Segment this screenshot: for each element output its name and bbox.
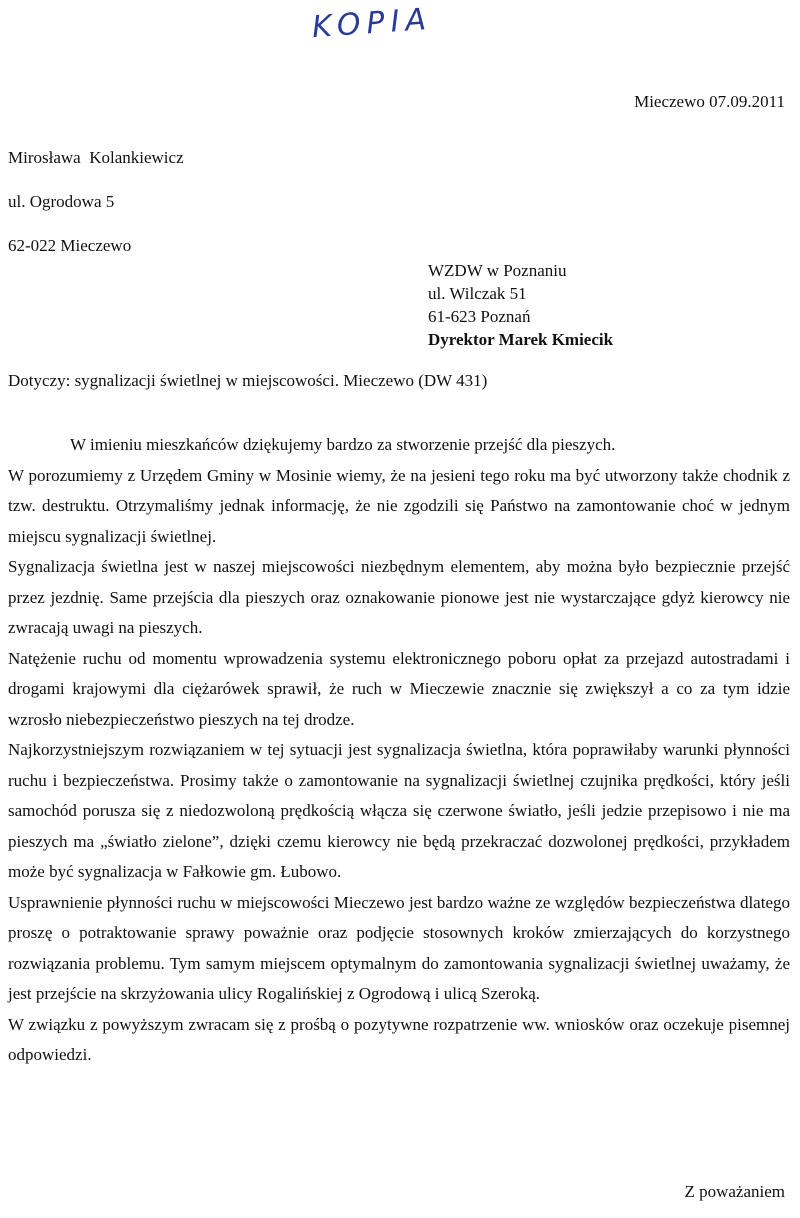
body-paragraph: Sygnalizacja świetlna jest w naszej miejscowości niezbędnym elementem, aby można było bezpiecznie przejść przez jezdnię. Same przejścia dla pieszych oraz oznakowanie pionowe jest nie wystarczające gdyż kierowcy nie zwracają uwagi na pieszych. [8,557,790,637]
handwritten-copy-mark: KOPIA [310,1,434,46]
recipient-city: 61-623 Poznań [428,307,531,326]
recipient-org: WZDW w Poznaniu [428,261,567,280]
closing-salutation: Z poważaniem [684,1182,785,1201]
subject-line: Dotyczy: sygnalizacji świetlnej w miejscowości. Mieczewo (DW 431) [8,371,488,390]
body-paragraph: W porozumiemy z Urzędem Gminy w Mosinie wiemy, że na jesieni tego roku ma być utworzony także chodnik z tzw. destruktu. Otrzymaliśmy jednak informację, że nie zgodzili się Państwo na zamontowanie choć w jednym miejscu sygnalizacji świetlnej. [8,465,790,546]
sender-street: ul. Ogrodowa 5 [8,192,115,211]
letter-body [8,430,790,1071]
body-paragraph: Natężenie ruchu od momentu wprowadzenia systemu elektronicznego poboru opłat za przejazd autostradami i drogami krajowymi dla ciężarówek sprawił, że ruch w Mieczewie znacznie się zwiększył a co za tym idzie wzrosło niebezpieczeństwo pieszych na tej drodze. [8,648,790,729]
recipient-person: Dyrektor Marek Kmiecik [428,330,614,349]
recipient-address [428,259,613,351]
body-paragraph: Najkorzystniejszym rozwiązaniem w tej sytuacji jest sygnalizacja świetlna, która poprawiłaby warunki płynności ruchu i bezpieczeństwa. Prosimy także o zamontowanie na sygnalizacji świetlnej czujnika prędkości, który jeśli samochód porusza się z niedozwoloną prędkością włącza się czerwone światło, jeśli jedzie przepisowo i nie ma pieszych ma „światło zielone”, dzięki czemu kierowcy nie będą przekraczać dozwolonej prędkości, przykładem może być sygnalizacja w Fałkowie gm. Łubowo. [8,740,790,881]
letter-date: Mieczewo 07.09.2011 [634,92,785,111]
sender-city: 62-022 Mieczewo [8,236,132,255]
sender-address [8,136,184,268]
body-paragraph: Usprawnienie płynności ruchu w miejscowości Mieczewo jest bardzo ważne ze względów bezpieczeństwa dlatego proszę o potraktowanie sprawy poważnie oraz podjęcie stosownych kroków zmierzających do korzystnego rozwiązania problemu. Tym samym miejscem optymalnym do zamontowania sygnalizacji świetlnej uważamy, że jest przejście na skrzyżowania ulicy Rogalińskiej z Ogrodową i ulicą Szeroką. [8,892,790,1003]
recipient-street: ul. Wilczak 51 [428,284,527,303]
sender-name: Mirosława Kolankiewicz [8,148,184,167]
body-paragraph: W imieniu mieszkańców dziękujemy bardzo za stworzenie przejść dla pieszych. [70,435,616,454]
body-paragraph: W związku z powyższym zwracam się z prośbą o pozytywne rozpatrzenie ww. wniosków oraz oczekuje pisemnej odpowiedzi. [8,1014,790,1064]
